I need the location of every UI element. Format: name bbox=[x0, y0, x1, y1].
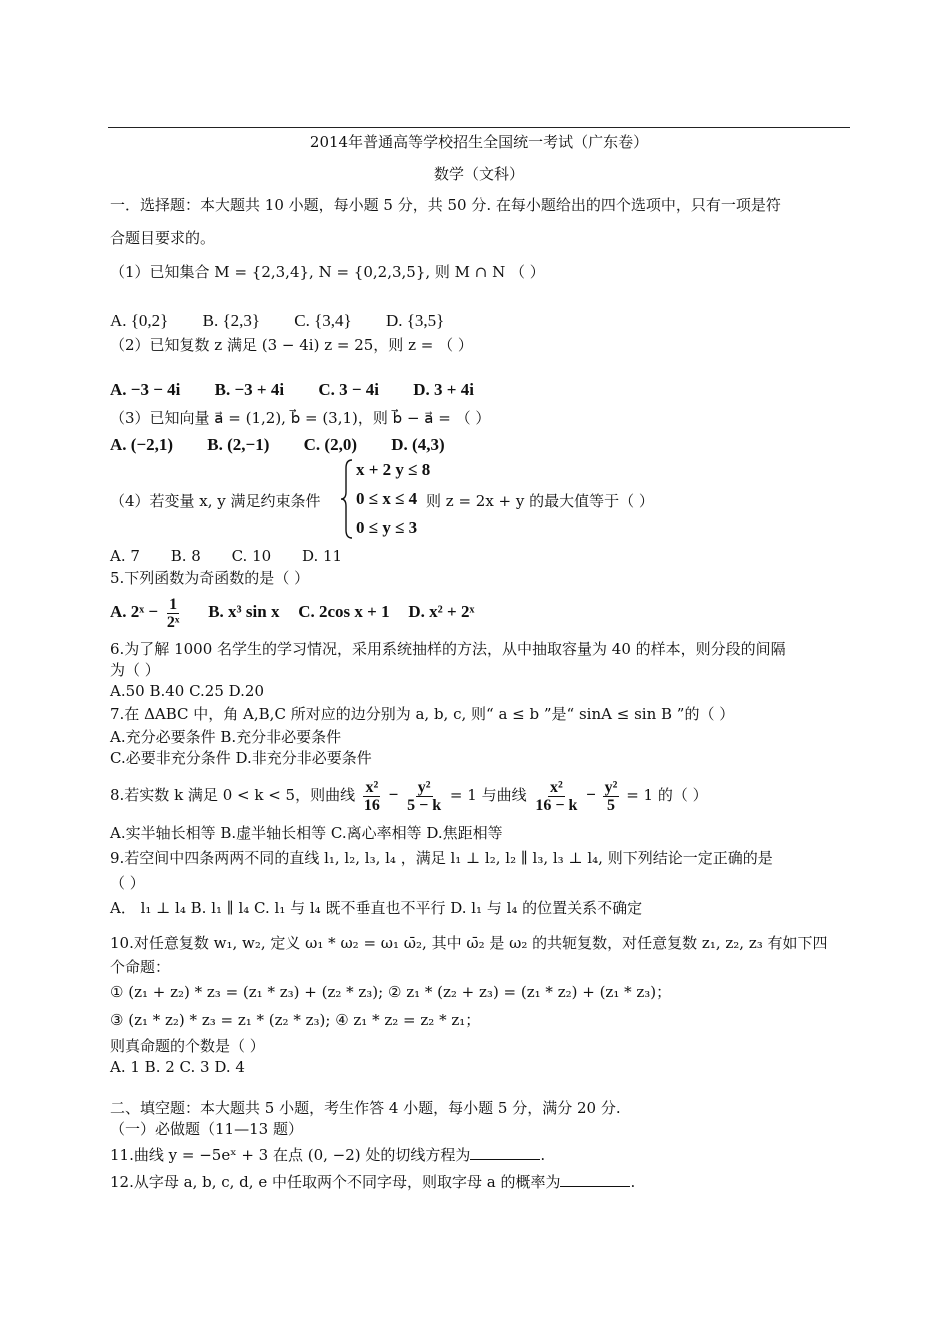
option-c: C. {3,4} bbox=[294, 311, 352, 330]
option-d: D. 3 + 4i bbox=[413, 380, 474, 399]
constraint-3: 0 ≤ y ≤ 3 bbox=[356, 518, 418, 537]
constraint-1: x + 2 y ≤ 8 bbox=[356, 460, 431, 479]
section2-sub: （一）必做题（11—13 题） bbox=[110, 1120, 303, 1138]
answer-blank[interactable] bbox=[560, 1172, 630, 1187]
option-d: D. (4,3) bbox=[391, 435, 445, 454]
section1-intro-line2: 合题目要求的。 bbox=[110, 229, 216, 247]
question-7-stem: 7.在 ΔABC 中，角 A,B,C 所对应的边分别为 a, b, c, 则“ a ≤ b ”是“ sinA ≤ sin B ”的（ ） bbox=[110, 705, 735, 723]
option-a: A. 2ˣ − bbox=[110, 602, 159, 621]
constraint-2: 0 ≤ x ≤ 4 bbox=[356, 489, 418, 508]
question-7-options-ab: A.充分必要条件 B.充分非必要条件 bbox=[110, 728, 342, 746]
question-6-options: A.50 B.40 C.25 D.20 bbox=[110, 682, 265, 700]
option-d: D. {3,5} bbox=[385, 311, 445, 330]
question-9-line2: （ ） bbox=[110, 874, 145, 892]
option-d: D. 11 bbox=[301, 547, 343, 565]
question-10-line1: 10.对任意复数 w₁, w₂, 定义 ω₁ * ω₂ = ω₁ ω̄₂, 其中 ω̄₂ 是 ω₂ 的共轭复数，对任意复数 z₁, z₂, z₃ 有如下四 bbox=[110, 934, 828, 952]
question-8-stem: 8.若实数 k 满足 0 < k < 5，则曲线 $\frac{\text{x²}}{16}$ − $\frac{\text{y²}}{5 - k}$ = 1 与曲线 $\frac{\text{x²}}{16 - k}$ − $\frac{\text{y²}}{5}$ = 1 的（ ） bbox=[110, 778, 708, 814]
fraction-x2-over-16-k: $\frac{\text{x²}}{16 - k}$ bbox=[535, 778, 578, 814]
section2-intro: 二、填空题：本大题共 5 小题，考生作答 4 小题，每小题 5 分，满分 20 分. bbox=[110, 1099, 621, 1117]
fraction-x2-over-16: $\frac{\text{x²}}{16}$ bbox=[363, 778, 380, 814]
question-5-stem: 5.下列函数为奇函数的是（ ） bbox=[110, 569, 310, 587]
question-10-propositions-3-4: ③ (z₁ * z₂) * z₃ = z₁ * (z₂ * z₃); ④ z₁ * z₂ = z₂ * z₁； bbox=[110, 1011, 481, 1029]
constraint-brace bbox=[340, 458, 354, 540]
fraction-one-over-two-pow-x: $\frac{1}{\text{2ˣ}}$ bbox=[166, 595, 180, 631]
question-10-propositions-1-2: ① (z₁ + z₂) * z₃ = (z₁ * z₃) + (z₂ * z₃); ② z₁ * (z₂ + z₃) = (z₁ * z₂) + (z₁ * z₃)； bbox=[110, 983, 672, 1001]
fraction-y2-over-5-k: $\frac{\text{y²}}{5 - k}$ bbox=[407, 778, 442, 814]
question-4-options bbox=[110, 546, 372, 566]
fraction-y2-over-5: $\frac{\text{y²}}{5}$ bbox=[604, 778, 618, 814]
option-b: B. (2,−1) bbox=[207, 435, 270, 454]
option-a: A. −3 − 4i bbox=[110, 380, 181, 399]
question-10-ask: 则真命题的个数是（ ） bbox=[110, 1037, 265, 1055]
question-10-line2: 个命题： bbox=[110, 958, 171, 976]
top-rule bbox=[108, 127, 850, 128]
question-4-suffix: 则 z = 2x + y 的最大值等于（ ） bbox=[426, 492, 654, 510]
exam-subtitle: 数学（文科） bbox=[433, 165, 524, 183]
exam-title: 2014年普通高等学校招生全国统一考试（广东卷） bbox=[309, 133, 649, 151]
option-b: B. −3 + 4i bbox=[214, 380, 285, 399]
option-b: B. 8 bbox=[170, 547, 201, 565]
question-2-stem: （2）已知复数 z 满足 (3 − 4i) z = 25，则 z = （ ） bbox=[110, 336, 473, 354]
option-c: C. 2cos x + 1 bbox=[298, 602, 390, 621]
question-6-line2: 为（ ） bbox=[110, 661, 160, 679]
option-a: A. {0,2} bbox=[110, 311, 169, 330]
question-11: 11.曲线 y = −5eˣ + 3 在点 (0, −2) 处的切线方程为 . bbox=[110, 1146, 546, 1164]
question-4-prefix: （4）若变量 x, y 满足约束条件 bbox=[110, 492, 321, 510]
question-3-stem: （3）已知向量 a⃗ = (1,2), b⃗ = (3,1)，则 b⃗ − a⃗ = （ ） bbox=[110, 409, 491, 427]
question-12: 12.从字母 a, b, c, d, e 中任取两个不同字母，则取字母 a 的概率为 . bbox=[110, 1173, 636, 1191]
question-1-stem: （1）已知集合 M = {2,3,4}, N = {0,2,3,5}, 则 M ∩ N （ ） bbox=[110, 263, 545, 281]
section1-intro-line1: 一．选择题：本大题共 10 小题，每小题 5 分，共 50 分. 在每小题给出的四个选项中，只有一项是符 bbox=[110, 196, 781, 214]
option-c: C. 3 − 4i bbox=[318, 380, 379, 399]
question-2-options bbox=[110, 380, 504, 400]
question-5-options bbox=[110, 594, 474, 631]
question-3-options bbox=[110, 435, 475, 455]
question-6-line1: 6.为了解 1000 名学生的学习情况，采用系统抽样的方法，从中抽取容量为 40 的样本，则分段的间隔 bbox=[110, 640, 786, 658]
question-10-options: A. 1 B. 2 C. 3 D. 4 bbox=[110, 1058, 245, 1076]
question-1-options bbox=[110, 311, 474, 331]
option-b: B. x³ sin x bbox=[208, 602, 280, 621]
question-9-options: A． l₁ ⊥ l₄ B. l₁ ∥ l₄ C. l₁ 与 l₄ 既不垂直也不平行 D. l₁ 与 l₄ 的位置关系不确定 bbox=[110, 899, 643, 917]
question-9-line1: 9.若空间中四条两两不同的直线 l₁, l₂, l₃, l₄ ，满足 l₁ ⊥ l₂, l₂ ∥ l₃, l₃ ⊥ l₄, 则下列结论一定正确的是 bbox=[110, 849, 773, 867]
option-c: C. 10 bbox=[231, 547, 272, 565]
option-a: A. 7 bbox=[110, 547, 140, 565]
question-7-options-cd: C.必要非充分条件 D.非充分非必要条件 bbox=[110, 749, 372, 767]
option-d: D. x² + 2ˣ bbox=[408, 602, 475, 621]
option-c: C. (2,0) bbox=[303, 435, 358, 454]
option-a: A. (−2,1) bbox=[110, 435, 174, 454]
answer-blank[interactable] bbox=[470, 1145, 540, 1160]
question-8-options: A.实半轴长相等 B.虚半轴长相等 C.离心率相等 D.焦距相等 bbox=[110, 824, 503, 842]
option-b: B. {2,3} bbox=[202, 311, 261, 330]
